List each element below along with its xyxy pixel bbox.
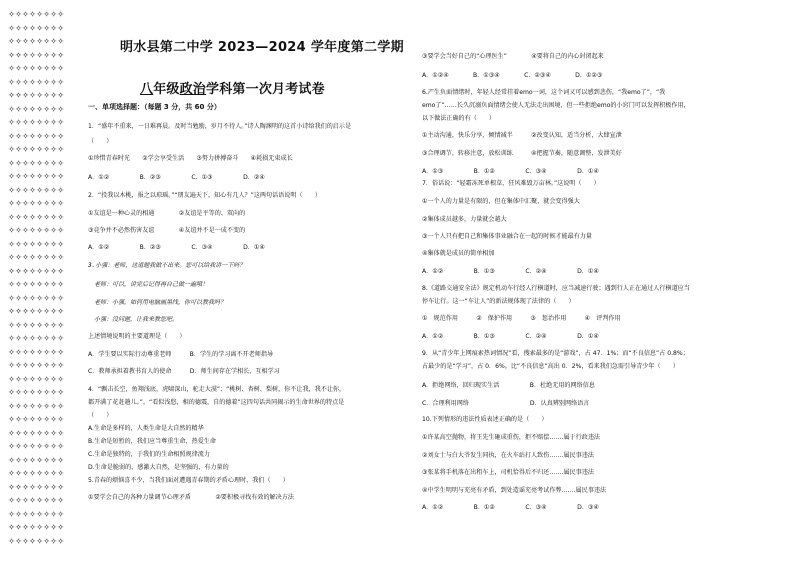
question-line: B.生命是短暂的，我们应当尊重生命，热爱生命 — [88, 438, 216, 445]
question-line: ①要学会自己的各种力量调节心理矛盾 ②要积极寻找有效的解决方法 — [88, 494, 294, 501]
strip-row: ✧✧✧✧✧✧✧✧ — [8, 535, 65, 546]
strip-row: ✧✧✧✧✧✧✧✧ — [8, 9, 65, 19]
question-line: ①珍惜青春时光 ②学会享受生活 ③努力拼搏奋斗 ④耗损无束成长 — [88, 155, 293, 162]
question-line: C．教师承担着教书育人的使命 D．师生间存在学相长，互相学习 — [88, 368, 280, 375]
question-line: ③一个人只有把自己和集体事业融合在一起的时候才能最有力量 — [422, 233, 592, 240]
question-line: 小强：没问题，让我来教您吧。 — [88, 316, 179, 323]
strip-row: ✧✧✧✧✧✧✧✧ — [8, 225, 65, 235]
strip-row: ✧✧✧✧✧✧✧✧ — [8, 265, 65, 276]
question-line: 停车让行。这一“车让人”的新法规体现了法律的（ ） — [422, 298, 575, 305]
strip-row: ✧✧✧✧✧✧✧✧ — [8, 103, 65, 114]
question-line: 4．“飘击长空，鱼翔浅底，虎啸深山，驼走大漠”；“桃树、杏树、梨树，你不让我，我不让你， — [88, 386, 346, 393]
strip-row: ✧✧✧✧✧✧✧✧ — [8, 333, 65, 343]
question-line: C.生命是独特的，于我们的生命相照规律流力 — [88, 451, 210, 458]
question-line: 7．俗话说：“轻霜冻死单根草，狂风难毁万亩林。”这说明（ ） — [422, 180, 600, 187]
strip-row: ✧✧✧✧✧✧✧✧ — [8, 238, 65, 249]
question-line: A．①② B．②③ C．③④ D．①④ — [88, 244, 265, 251]
strip-row: ✧✧✧✧✧✧✧✧ — [8, 211, 65, 222]
question-line: 6.产生负面情绪时，年轻人经常挂着emo一词，这个词又可以感到悲伤，“我emo了”，“我 — [422, 89, 666, 96]
strip-row: ✧✧✧✧✧✧✧✧ — [8, 252, 65, 262]
subject-field: 政治 — [179, 82, 207, 97]
question-line: ③张某将手机落在出租车上，司机恰得后不归还.……属民事违法 — [422, 469, 594, 476]
strip-row: ✧✧✧✧✧✧✧✧ — [8, 454, 65, 465]
question-line: （ ） — [88, 138, 113, 145]
binding-margin-strip — [8, 8, 72, 554]
question-line: A．①②④ B．①③④ C．②③④ D．①②③ — [422, 72, 603, 79]
strip-row: ✧✧✧✧✧✧✧✧ — [8, 427, 65, 438]
strip-row: ✧✧✧✧✧✧✧✧ — [8, 414, 65, 424]
strip-row: ✧✧✧✧✧✧✧✧ — [8, 76, 65, 87]
question-line: 8.《道路交通安全法》规定机动车行经人行横道时，应当减速行驶；遇到行人正在通过人行横道应当 — [422, 285, 690, 292]
question-line: D.生命是脆弱的，感激大自然，是坚强的，有力量的 — [88, 464, 229, 471]
question-line: ①主动沟通，快乐分享，倾情减半 ②改变认知，适当分析，大肆宣泄 — [422, 132, 622, 139]
question-line: （ ） — [88, 412, 113, 419]
strip-row: ✧✧✧✧✧✧✧✧ — [8, 360, 65, 370]
question-line: A．①② B．①③ C．②④ D．①④ — [422, 333, 599, 340]
section-heading: 一、单项选择题：（每题 3 分，共 60 分） — [88, 103, 221, 111]
question-line: A．拒绝网络，回归现实生活 B．杜绝无用的网络信息 — [422, 382, 595, 389]
strip-row: ✧✧✧✧✧✧✧✧ — [8, 117, 65, 127]
strip-row: ✧✧✧✧✧✧✧✧ — [8, 144, 65, 154]
question-line: ④集体就是成员的简单相加 — [422, 250, 495, 257]
strip-row: ✧✧✧✧✧✧✧✧ — [8, 346, 65, 357]
question-line: 老师：可以，讲完后记得再自己做一遍哦！ — [88, 281, 209, 288]
strip-row: ✧✧✧✧✧✧✧✧ — [8, 468, 65, 478]
strip-row: ✧✧✧✧✧✧✧✧ — [8, 400, 65, 411]
strip-row: ✧✧✧✧✧✧✧✧ — [8, 36, 65, 46]
question-line: 1．“盛年不重来，一日难再晨。及时当勉励，岁月不待人。”诗人陶渊明的这首小诗给我们的启示是 — [88, 123, 352, 130]
question-line: 占最少的是“学习”，占 0．6%。比“不良信息”高出 0．2%，看来我们急需引导青少年（ ） — [422, 363, 679, 370]
question-line: 9．从“青少年上网痕索热词情况”看，搜索最多的是“游戏”，占 47．1%；而“不良信息”占 0.8%； — [422, 350, 689, 357]
strip-row: ✧✧✧✧✧✧✧✧ — [8, 130, 65, 141]
question-line: A．学生要以实际行动尊重老师 B．学生的学习离不开老师指导 — [88, 351, 274, 358]
question-line: 都开满了花赶趟儿。”，“看似浅悠，相的德震，自的德着”这四句话共同揭示的生命世界的特点是 — [88, 399, 345, 406]
grade-field: 八 — [140, 82, 154, 97]
question-line: ④中学生明明与充亮有矛盾，到处造谣充亮考试作弊.……属民事违法 — [422, 487, 607, 494]
strip-row: ✧✧✧✧✧✧✧✧ — [8, 373, 65, 384]
strip-row: ✧✧✧✧✧✧✧✧ — [8, 171, 65, 181]
question-line: A．①② B．①③ C．②④ D．①④ — [422, 268, 599, 275]
strip-row: ✧✧✧✧✧✧✧✧ — [8, 279, 65, 289]
question-line: ②刘女士与白大爷发生同执，在火车站打人致伤.……属民事违法 — [422, 452, 594, 459]
question-line: A．①② B．①② C．③④ D．③④ — [422, 504, 599, 511]
question-line: A.生命是多样的，人类生命是大自然的精华 — [88, 425, 204, 432]
strip-row: ✧✧✧✧✧✧✧✧ — [8, 157, 65, 168]
strip-row: ✧✧✧✧✧✧✧✧ — [8, 319, 65, 330]
question-line: 老师：小强，如何用电脑画黑线，你可以教我吗？ — [88, 299, 227, 306]
question-line: 5.青春的烦恼喜不少，当我们面对遭遇青春期的矛盾心理时，我们（ ） — [88, 477, 289, 484]
exam-title-subject — [140, 78, 325, 97]
question-line: ③要学会当好自己的“心理医生” ④要将自己的内心封闭起来 — [422, 53, 604, 60]
strip-row: ✧✧✧✧✧✧✧✧ — [8, 481, 65, 492]
strip-row: ✧✧✧✧✧✧✧✧ — [8, 522, 65, 532]
question-line: 3.小强：老师，这道题我做不出来。您可以给我讲一下吗？ — [88, 262, 246, 269]
question-line: ①友谊是一种心灵的相通 ②友谊是平等的、双向的 — [88, 210, 246, 217]
question-line: 2．“投我以木桃，报之以琼瑶。”“朋友遍天下，知心有几人？”这两句话语说明（ ） — [88, 192, 321, 199]
question-line: 上述情境说明的主要道理是（ ） — [88, 333, 186, 340]
exam-title-school: 明水县第二中学 2023—2024 学年度第二学期 — [120, 40, 404, 55]
strip-row: ✧✧✧✧✧✧✧✧ — [8, 49, 65, 60]
strip-row: ✧✧✧✧✧✧✧✧ — [8, 306, 65, 316]
question-line: ① 规范作用 ② 保护作用 ③ 惩治作用 ④ 评判作用 — [422, 315, 621, 322]
strip-row: ✧✧✧✧✧✧✧✧ — [8, 63, 65, 73]
strip-row: ✧✧✧✧✧✧✧✧ — [8, 387, 65, 397]
grade-suffix: 年级 — [153, 82, 180, 97]
question-line: C．合理利用网络 D．认真辨别网络语言 — [422, 400, 590, 407]
question-line: ①许某高空抛物，将王先生砸成重伤，拒不赔偿.……属于行政违法 — [422, 434, 601, 441]
strip-row: ✧✧✧✧✧✧✧✧ — [8, 441, 65, 451]
question-line: A．①③ B．①② C．③④ D．①④ — [422, 168, 599, 175]
question-line: 以下做法正确的有（ ） — [422, 115, 496, 122]
question-line: emo了”……长久沉溺负面情绪会使人无法走出困境，但一些拒绝emo的小窍门可以发挥积极作用， — [422, 102, 690, 109]
strip-row: ✧✧✧✧✧✧✧✧ — [8, 495, 65, 505]
question-line: ②集体成员越多，力量就会越大 — [422, 216, 507, 223]
strip-row: ✧✧✧✧✧✧✧✧ — [8, 90, 65, 100]
question-line: ③竞争并不必然伤害友谊 ④友谊并不是一成不变的 — [88, 227, 246, 234]
question-line: ③合理调节，转移注意，放松训练 ④把握节奏，随意调整，发泄美好 — [422, 150, 622, 157]
question-line: ①一个人的力量是有限的，但在集体中汇聚，就会变得强大 — [422, 198, 580, 205]
question-line: A．①② B．②③ C．①③ D．②④ — [88, 174, 265, 181]
strip-row: ✧✧✧✧✧✧✧✧ — [8, 184, 65, 195]
strip-row: ✧✧✧✧✧✧✧✧ — [8, 198, 65, 208]
strip-row: ✧✧✧✧✧✧✧✧ — [8, 292, 65, 303]
strip-row: ✧✧✧✧✧✧✧✧ — [8, 508, 65, 519]
title-suffix: 学科第一次月考试卷 — [206, 82, 325, 97]
strip-row: ✧✧✧✧✧✧✧✧ — [8, 22, 65, 33]
question-line: 10.下列情形的违法性质表述正确的是（ ） — [422, 416, 548, 423]
